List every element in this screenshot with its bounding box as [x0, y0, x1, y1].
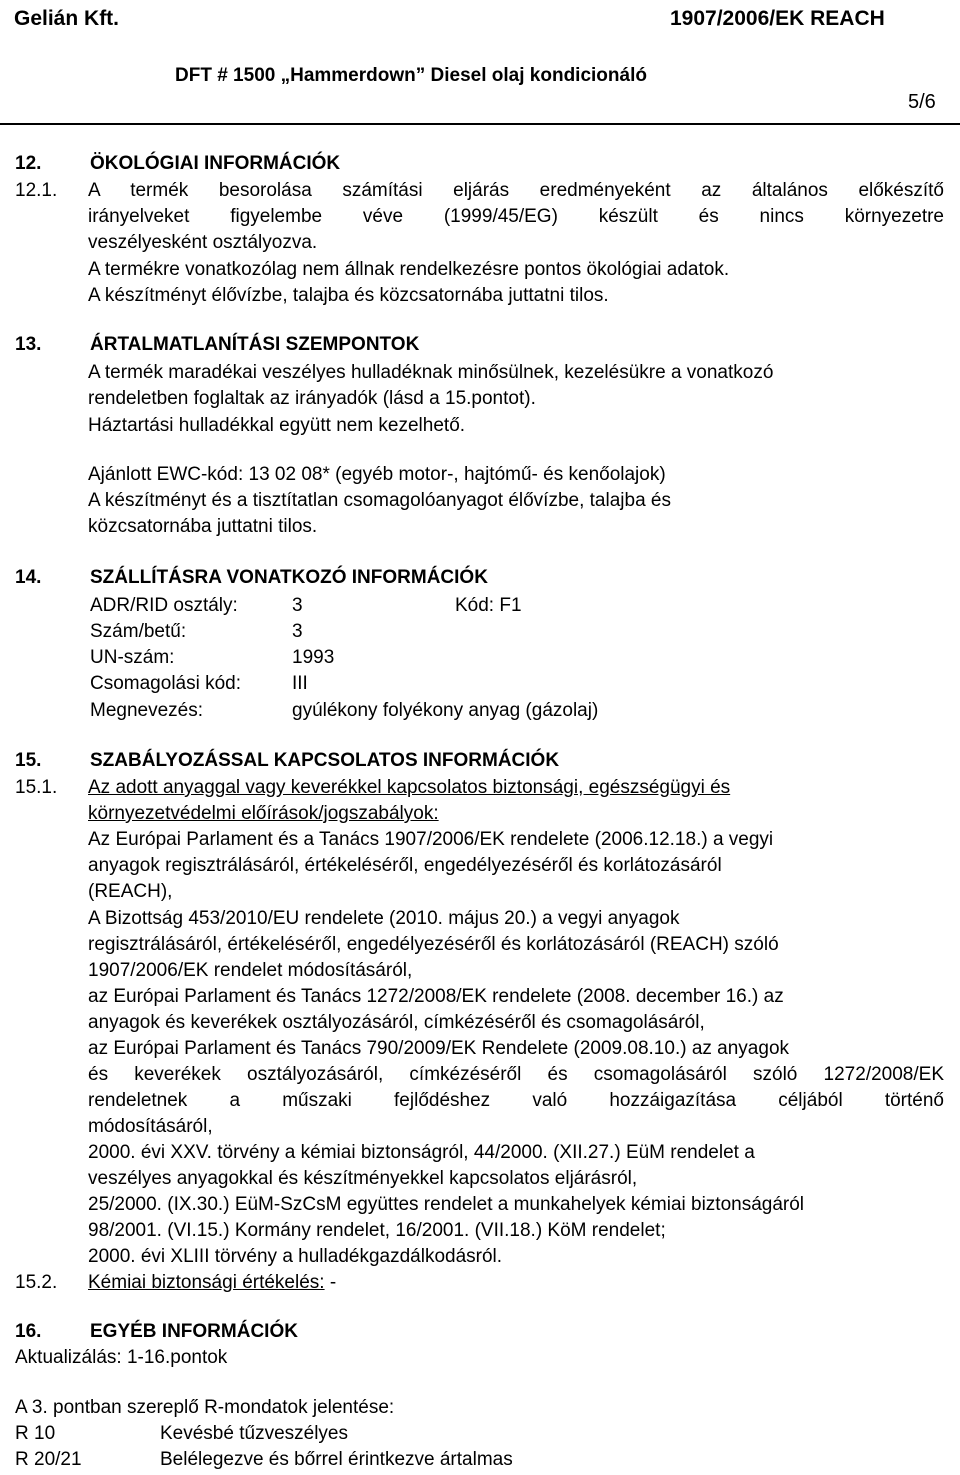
section-14-number: 14. [15, 567, 42, 588]
page-number: 5/6 [908, 91, 936, 113]
section-13-line: A készítményt és a tisztítatlan csomagolóanyagot élővízbe, talajba és [88, 490, 671, 511]
regulation-line: 2000. évi XXV. törvény a kémiai biztonságról, 44/2000. (XII.27.) EüM rendelet a [88, 1142, 755, 1163]
header-divider [0, 123, 960, 125]
section-15-2-line [88, 1273, 336, 1292]
section-13-ewc-line: Ajánlott EWC-kód: 13 02 08* (egyéb motor-, hajtómű- és kenőolajok) [88, 464, 666, 485]
product-title: DFT # 1500 „Hammerdown” Diesel olaj kondicionáló [175, 65, 647, 86]
transport-label: UN-szám: [90, 647, 175, 668]
section-15-title: SZABÁLYOZÁSSAL KAPCSOLATOS INFORMÁCIÓK [90, 750, 560, 771]
r-phrase-code: R 20/21 [15, 1449, 82, 1470]
section-14-title: SZÁLLÍTÁSRA VONATKOZÓ INFORMÁCIÓK [90, 567, 488, 588]
section-12-line: A készítményt élővízbe, talajba és közcsatornába juttatni tilos. [88, 285, 609, 306]
transport-value: 1993 [292, 647, 335, 668]
section-15-2-title: Kémiai biztonsági értékelés: [88, 1272, 325, 1293]
section-15-1-title: Az adott anyaggal vagy keverékkel kapcsolatos biztonsági, egészségügyi és [88, 777, 731, 798]
transport-code: Kód: F1 [455, 595, 522, 616]
r-phrase-text: Kevésbé tűzveszélyes [160, 1423, 348, 1444]
transport-label: ADR/RID osztály: [90, 595, 238, 616]
transport-value: 3 [292, 621, 303, 642]
section-15-1-number: 15.1. [15, 777, 58, 798]
section-12-line: A termékre vonatkozólag nem állnak rendelkezésre pontos ökológiai adatok. [88, 259, 730, 280]
regulation-line: veszélyes anyagokkal és készítményekkel kapcsolatos eljárásról, [88, 1168, 638, 1189]
section-12-line: veszélyesként osztályozva. [88, 232, 318, 253]
regulation-line: 25/2000. (IX.30.) EüM-SzCsM együttes rendelet a munkahelyek kémiai biztonságáról [88, 1194, 805, 1215]
section-13-number: 13. [15, 334, 42, 355]
transport-label: Csomagolási kód: [90, 673, 242, 694]
regulation-line: és keverékek osztályozásáról, címkézéséről és csomagolásáról szóló 1272/2008/EK [88, 1064, 944, 1085]
regulation-line: 1907/2006/EK rendelet módosításáról, [88, 960, 413, 981]
transport-value: gyúlékony folyékony anyag (gázolaj) [292, 700, 599, 721]
regulation-title: 1907/2006/EK REACH [670, 7, 885, 30]
r-phrases-intro: A 3. pontban szereplő R-mondatok jelentése: [15, 1397, 395, 1418]
update-note: Aktualizálás: 1-16.pontok [15, 1347, 228, 1368]
section-15-2-number: 15.2. [15, 1272, 58, 1293]
regulation-line: módosításáról, [88, 1116, 213, 1137]
section-12-line: A termék besorolása számítási eljárás eredményeként az általános előkészítő [88, 180, 944, 201]
regulation-line: az Európai Parlament és Tanács 790/2009/EK Rendelete (2009.08.10.) az anyagok [88, 1038, 790, 1059]
section-12-number: 12. [15, 153, 42, 174]
section-12-line: irányelveket figyelembe véve (1999/45/EG) készült és nincs környezetre [88, 206, 944, 227]
transport-value: 3 [292, 595, 303, 616]
section-13-title: ÁRTALMATLANÍTÁSI SZEMPONTOK [90, 334, 420, 355]
section-16-title: EGYÉB INFORMÁCIÓK [90, 1321, 298, 1342]
regulation-line: A Bizottság 453/2010/EU rendelete (2010. május 20.) a vegyi anyagok [88, 908, 680, 929]
section-13-line: A termék maradékai veszélyes hulladéknak minősülnek, kezelésükre a vonatkozó [88, 362, 774, 383]
section-12-1-number: 12.1. [15, 180, 58, 201]
section-13-line: rendeletben foglaltak az irányadók (lásd a 15.pontot). [88, 388, 536, 409]
section-13-line: Háztartási hulladékkal együtt nem kezelhető. [88, 415, 466, 436]
section-15-2-value: - [324, 1272, 337, 1293]
section-15-number: 15. [15, 750, 42, 771]
regulation-line: 98/2001. (VI.15.) Kormány rendelet, 16/2001. (VII.18.) KöM rendelet; [88, 1220, 666, 1241]
regulation-line: regisztrálásáról, értékeléséről, engedélyezéséről és korlátozásáról (REACH) szóló [88, 934, 779, 955]
transport-value: III [292, 673, 308, 694]
company-name: Gelián Kft. [14, 7, 120, 30]
regulation-line: Az Európai Parlament és a Tanács 1907/2006/EK rendelete (2006.12.18.) a vegyi [88, 829, 774, 850]
section-13-line: közcsatornába juttatni tilos. [88, 516, 318, 537]
section-12-title: ÖKOLÓGIAI INFORMÁCIÓK [90, 153, 341, 174]
regulation-line: rendeletnek a műszaki fejlődéshez való hozzáigazítása céljából történő [88, 1090, 944, 1111]
r-phrase-text: Belélegezve és bőrrel érintkezve ártalmas [160, 1449, 513, 1470]
regulation-line: az Európai Parlament és Tanács 1272/2008/EK rendelete (2008. december 16.) az [88, 986, 784, 1007]
transport-label: Megnevezés: [90, 700, 204, 721]
regulation-line: anyagok regisztrálásáról, értékeléséről, engedélyezéséről és korlátozásáról [88, 855, 722, 876]
section-16-number: 16. [15, 1321, 42, 1342]
regulation-line: anyagok és keverékek osztályozásáról, címkézéséről és csomagolásáról, [88, 1012, 705, 1033]
regulation-line: (REACH), [88, 881, 173, 902]
r-phrase-code: R 10 [15, 1423, 56, 1444]
regulation-line: 2000. évi XLIII törvény a hulladékgazdálkodásról. [88, 1246, 503, 1267]
transport-label: Szám/betű: [90, 621, 187, 642]
section-15-1-title: környezetvédelmi előírások/jogszabályok: [88, 803, 439, 824]
